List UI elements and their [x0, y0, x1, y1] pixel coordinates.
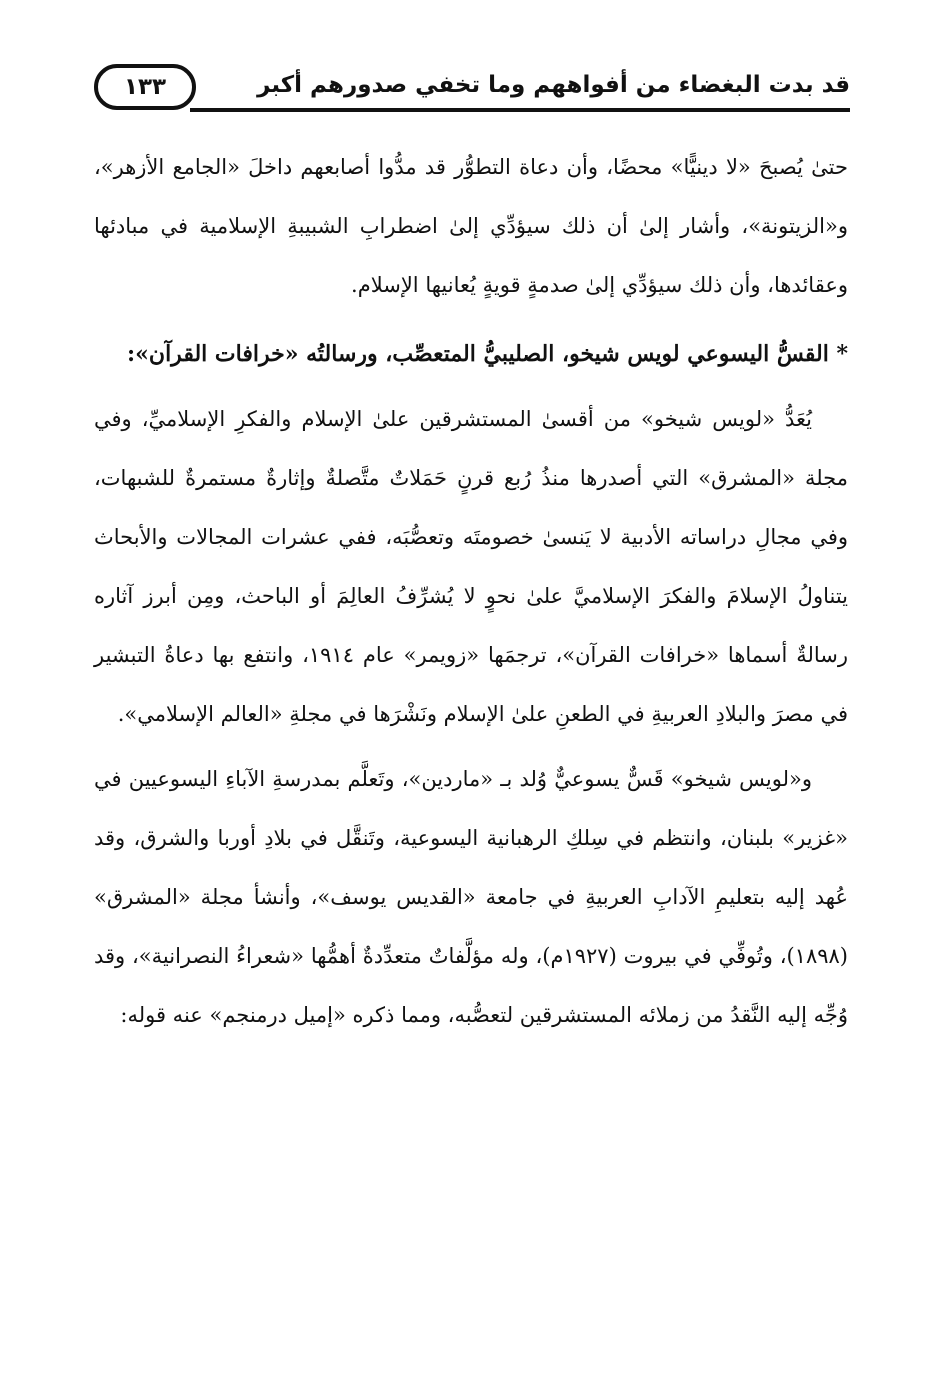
page-number-badge — [94, 64, 196, 110]
body-text — [94, 138, 848, 1045]
paragraph-continuation: حتىٰ يُصبحَ «لا دينيًّا» محضًا، وأن دعاة التطوُّر قد مدُّوا أصابعهم داخلَ «الجامع الأزهر»، و«الزيتونة»، وأشار إلىٰ أن ذلك سيؤدِّي إلىٰ اضطرابِ الشبيبةِ الإسلامية في مبادئها وعقائدها، وأن ذلك سيؤدِّي إلىٰ صدمةٍ قويةٍ يُعانيها الإسلام. — [94, 155, 848, 297]
page-header — [94, 62, 850, 120]
paragraph-biography: و«لويس شيخو» قَسٌّ يسوعيٌّ وُلد بـ «ماردين»، وتَعلَّم بمدرسةِ الآباءِ اليسوعيين في «غزير» بلبنان، وانتظم في سِلكِ الرهبانية اليسوعية، وتَنقَّل في بلادِ أوربا والشرق، وقد عُهد إليه بتعليمِ الآدابِ العربيةِ في جامعة «القديس يوسف»، وأنشأ مجلة «المشرق» (١٨٩٨)، وتُوفِّي في بيروت (١٩٢٧م)، وله مؤلَّفاتٌ متعدِّدةٌ أهمُّها «شعراءُ النصرانية»، وقد وُجِّه إليه النَّقدُ من زملائه المستشرقين لتعصُّبه، ومما ذكره «إميل درمنجم» عنه قوله: — [94, 767, 848, 1027]
section-heading: * القسُّ اليسوعي لويس شيخو، الصليبيُّ المتعصِّب، ورسالتُه «خرافات القرآن»: — [127, 341, 848, 367]
header-rule — [190, 108, 850, 112]
paragraph-about-sheikho: يُعَدُّ «لويس شيخو» من أقسىٰ المستشرقين علىٰ الإسلام والفكرِ الإسلاميِّ، وفي مجلة «المشرق» التي أصدرها منذُ رُبع قرنٍ حَمَلاتٌ متَّصلةٌ وإثارةٌ مستمرةٌ للشبهات، وفي مجالِ دراساته الأدبية لا يَنسىٰ خصومتَه وتعصُّبَه، ففي عشرات المجالات والأبحاث يتناولُ الإسلامَ والفكرَ الإسلاميَّ علىٰ نحوٍ لا يُشرِّفُ العالِمَ أو الباحث، ومِن أبرز آثاره رسالةٌ أسماها «خرافات القرآن»، ترجمَها «زويمر» عام ١٩١٤، وانتفع بها دعاةُ التبشير في مصرَ والبلادِ العربيةِ في الطعنِ علىٰ الإسلام ونَشْرَها في مجلةِ «العالم الإسلامي». — [94, 407, 849, 726]
page-number: ١٣٣ — [123, 74, 167, 100]
running-title: قد بدت البغضاء من أفواههم وما تخفي صدورهم أكبر — [257, 72, 850, 98]
